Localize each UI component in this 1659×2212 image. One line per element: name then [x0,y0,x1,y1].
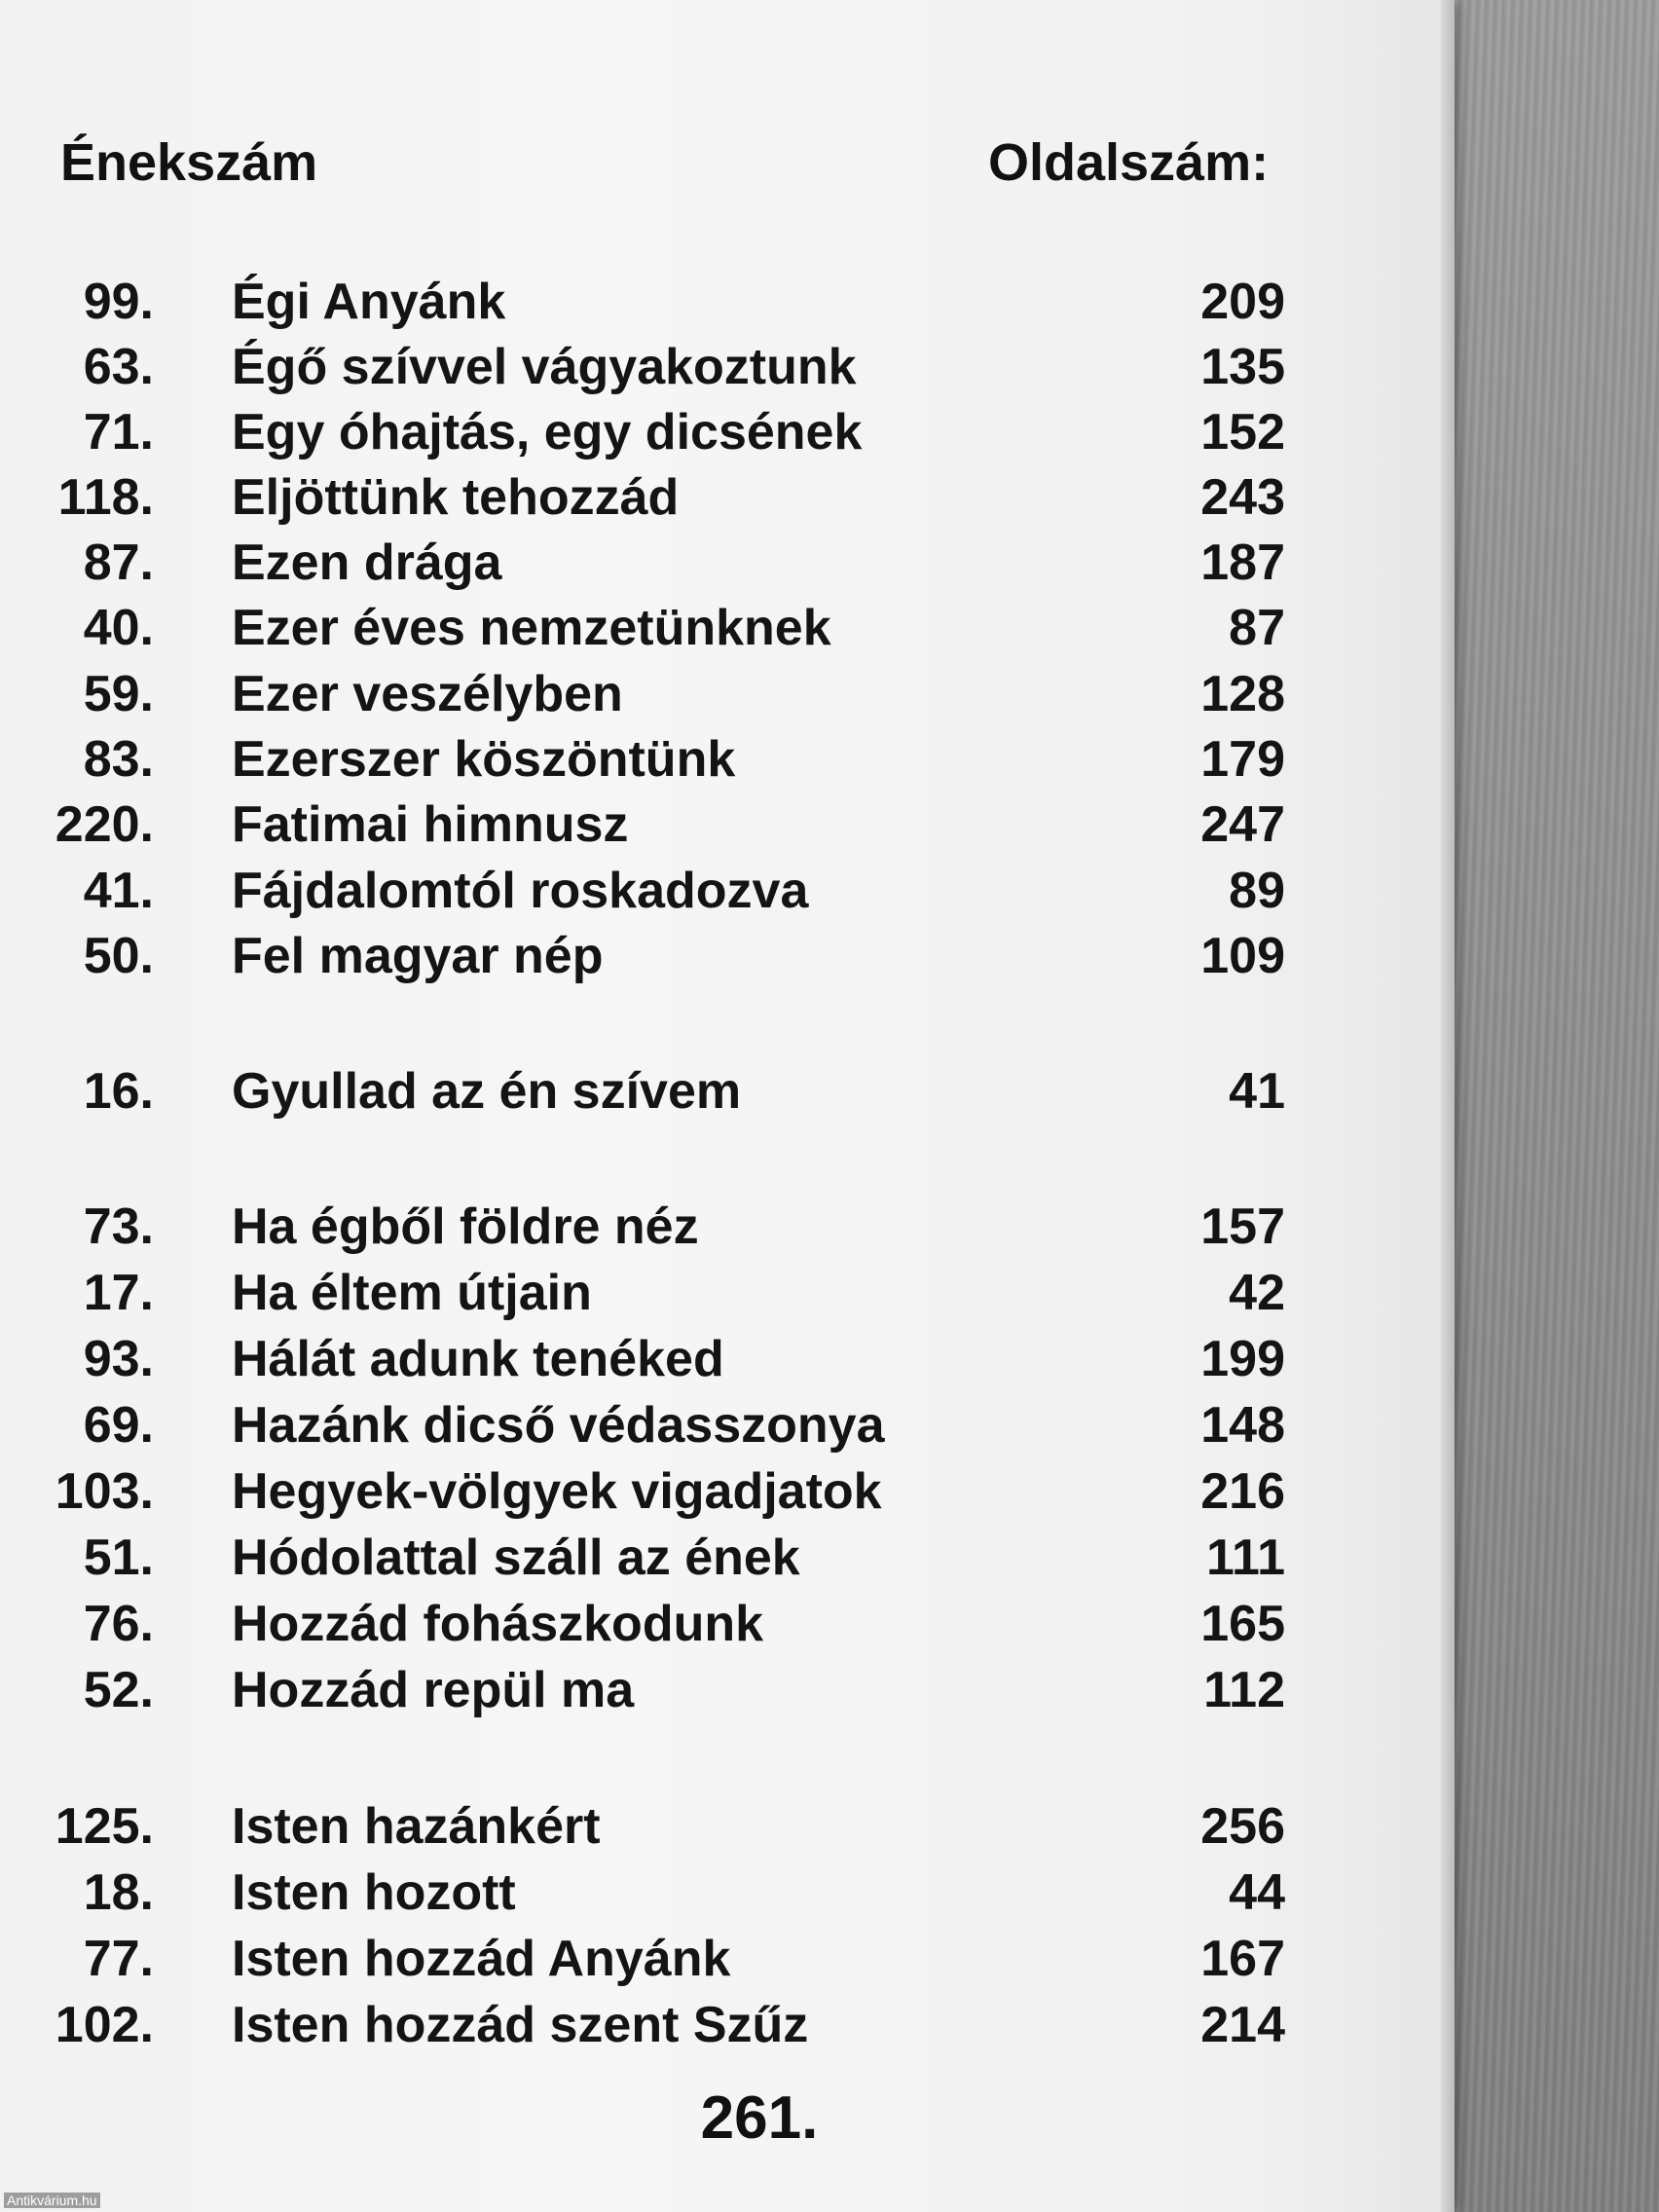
page-reference: 167 [1200,1931,1285,1987]
song-number: 87. [83,535,154,591]
index-entry [0,595,1451,661]
song-title: Eljöttünk tehozzád [232,469,680,526]
index-entry [0,1058,1451,1124]
song-number: 18. [83,1864,154,1921]
index-entry [0,1326,1451,1392]
song-number: 73. [83,1198,154,1255]
page-reference: 111 [1205,1530,1285,1586]
song-title: Fel magyar nép [232,928,604,984]
watermark: Antikvárium.hu [4,2193,100,2208]
song-number: 220. [55,796,154,853]
song-number: 40. [83,600,154,656]
page-reference: 89 [1229,863,1285,919]
song-number: 103. [55,1463,154,1520]
index-entry [0,923,1451,989]
index-entry [0,858,1451,924]
song-number: 41. [83,863,154,919]
index-entry [0,530,1451,596]
page-reference: 109 [1200,928,1285,984]
song-title: Égő szívvel vágyakoztunk [232,339,857,395]
song-number: 76. [83,1596,154,1652]
song-title: Egy óhajtás, egy dicsének [232,404,863,461]
page-reference: 157 [1200,1198,1285,1255]
song-number: 16. [83,1063,154,1120]
song-title: Ha éltem útjain [232,1265,592,1321]
page-reference: 112 [1203,1662,1285,1718]
song-title: Ezer éves nemzetünknek [232,600,831,656]
index-entry [0,1260,1451,1326]
page-reference: 243 [1200,469,1285,526]
song-title: Isten hozzád szent Szűz [232,1997,809,2053]
page-reference: 247 [1200,796,1285,853]
page-reference: 128 [1200,666,1285,722]
song-number: 17. [83,1265,154,1321]
song-title: Fatimai himnusz [232,796,629,853]
page-number: 261. [700,2084,819,2152]
song-title: Ezerszer köszöntünk [232,731,736,788]
background-surface [1455,0,1659,2212]
song-title: Ha égből földre néz [232,1198,699,1255]
song-title: Hozzád fohászkodunk [232,1596,764,1652]
page-reference: 135 [1200,339,1285,395]
index-entry [0,399,1451,465]
song-number: 83. [83,731,154,788]
song-number: 69. [83,1397,154,1454]
index-entry [0,269,1451,335]
song-title: Ezer veszélyben [232,666,623,722]
page-reference: 165 [1200,1596,1285,1652]
song-number: 71. [83,404,154,461]
song-title: Fájdalomtól roskadozva [232,863,809,919]
column-header-song-number: Énekszám [60,133,318,192]
index-entry [0,1860,1451,1926]
index-entry [0,1458,1451,1525]
index-entry [0,464,1451,531]
song-number: 93. [83,1331,154,1387]
song-title: Hazánk dicső védasszonya [232,1397,885,1454]
song-number: 77. [83,1931,154,1987]
song-title: Isten hozott [232,1864,516,1921]
column-header-page-number: Oldalszám: [988,133,1270,192]
index-entry [0,726,1451,793]
page-reference: 214 [1200,1997,1285,2053]
index-entry [0,1793,1451,1860]
page-reference: 216 [1200,1463,1285,1520]
song-title: Ezen drága [232,535,502,591]
index-entry [0,1992,1451,2058]
song-number: 51. [83,1530,154,1586]
page-reference: 187 [1200,535,1285,591]
page-reference: 179 [1200,731,1285,788]
page-reference: 148 [1200,1397,1285,1454]
index-entry [0,1194,1451,1260]
page-reference: 87 [1229,600,1285,656]
song-number: 50. [83,928,154,984]
index-entry [0,1392,1451,1458]
song-title: Égi Anyánk [232,274,506,330]
song-title: Hegyek-völgyek vigadjatok [232,1463,882,1520]
song-number: 59. [83,666,154,722]
song-title: Hálát adunk tenéked [232,1331,724,1387]
song-title: Isten hozzád Anyánk [232,1931,731,1987]
song-number: 102. [55,1997,154,2053]
song-title: Isten hazánkért [232,1798,601,1855]
page-reference: 209 [1200,274,1285,330]
index-entry [0,334,1451,400]
song-title: Hódolattal száll az ének [232,1530,800,1586]
index-entry [0,792,1451,858]
index-entry [0,1926,1451,1992]
index-entry [0,661,1451,727]
page-reference: 42 [1229,1265,1285,1321]
page-reference: 256 [1200,1798,1285,1855]
page-reference: 152 [1200,404,1285,461]
page-reference: 41 [1229,1063,1285,1120]
page-reference: 44 [1229,1864,1285,1921]
song-number: 63. [83,339,154,395]
song-number: 125. [55,1798,154,1855]
song-title: Hozzád repül ma [232,1662,635,1718]
index-entry [0,1657,1451,1723]
page-reference: 199 [1200,1331,1285,1387]
song-number: 52. [83,1662,154,1718]
index-entry [0,1525,1451,1591]
song-title: Gyullad az én szívem [232,1063,742,1120]
index-entry [0,1591,1451,1657]
song-number: 118. [57,469,154,526]
song-number: 99. [83,274,154,330]
